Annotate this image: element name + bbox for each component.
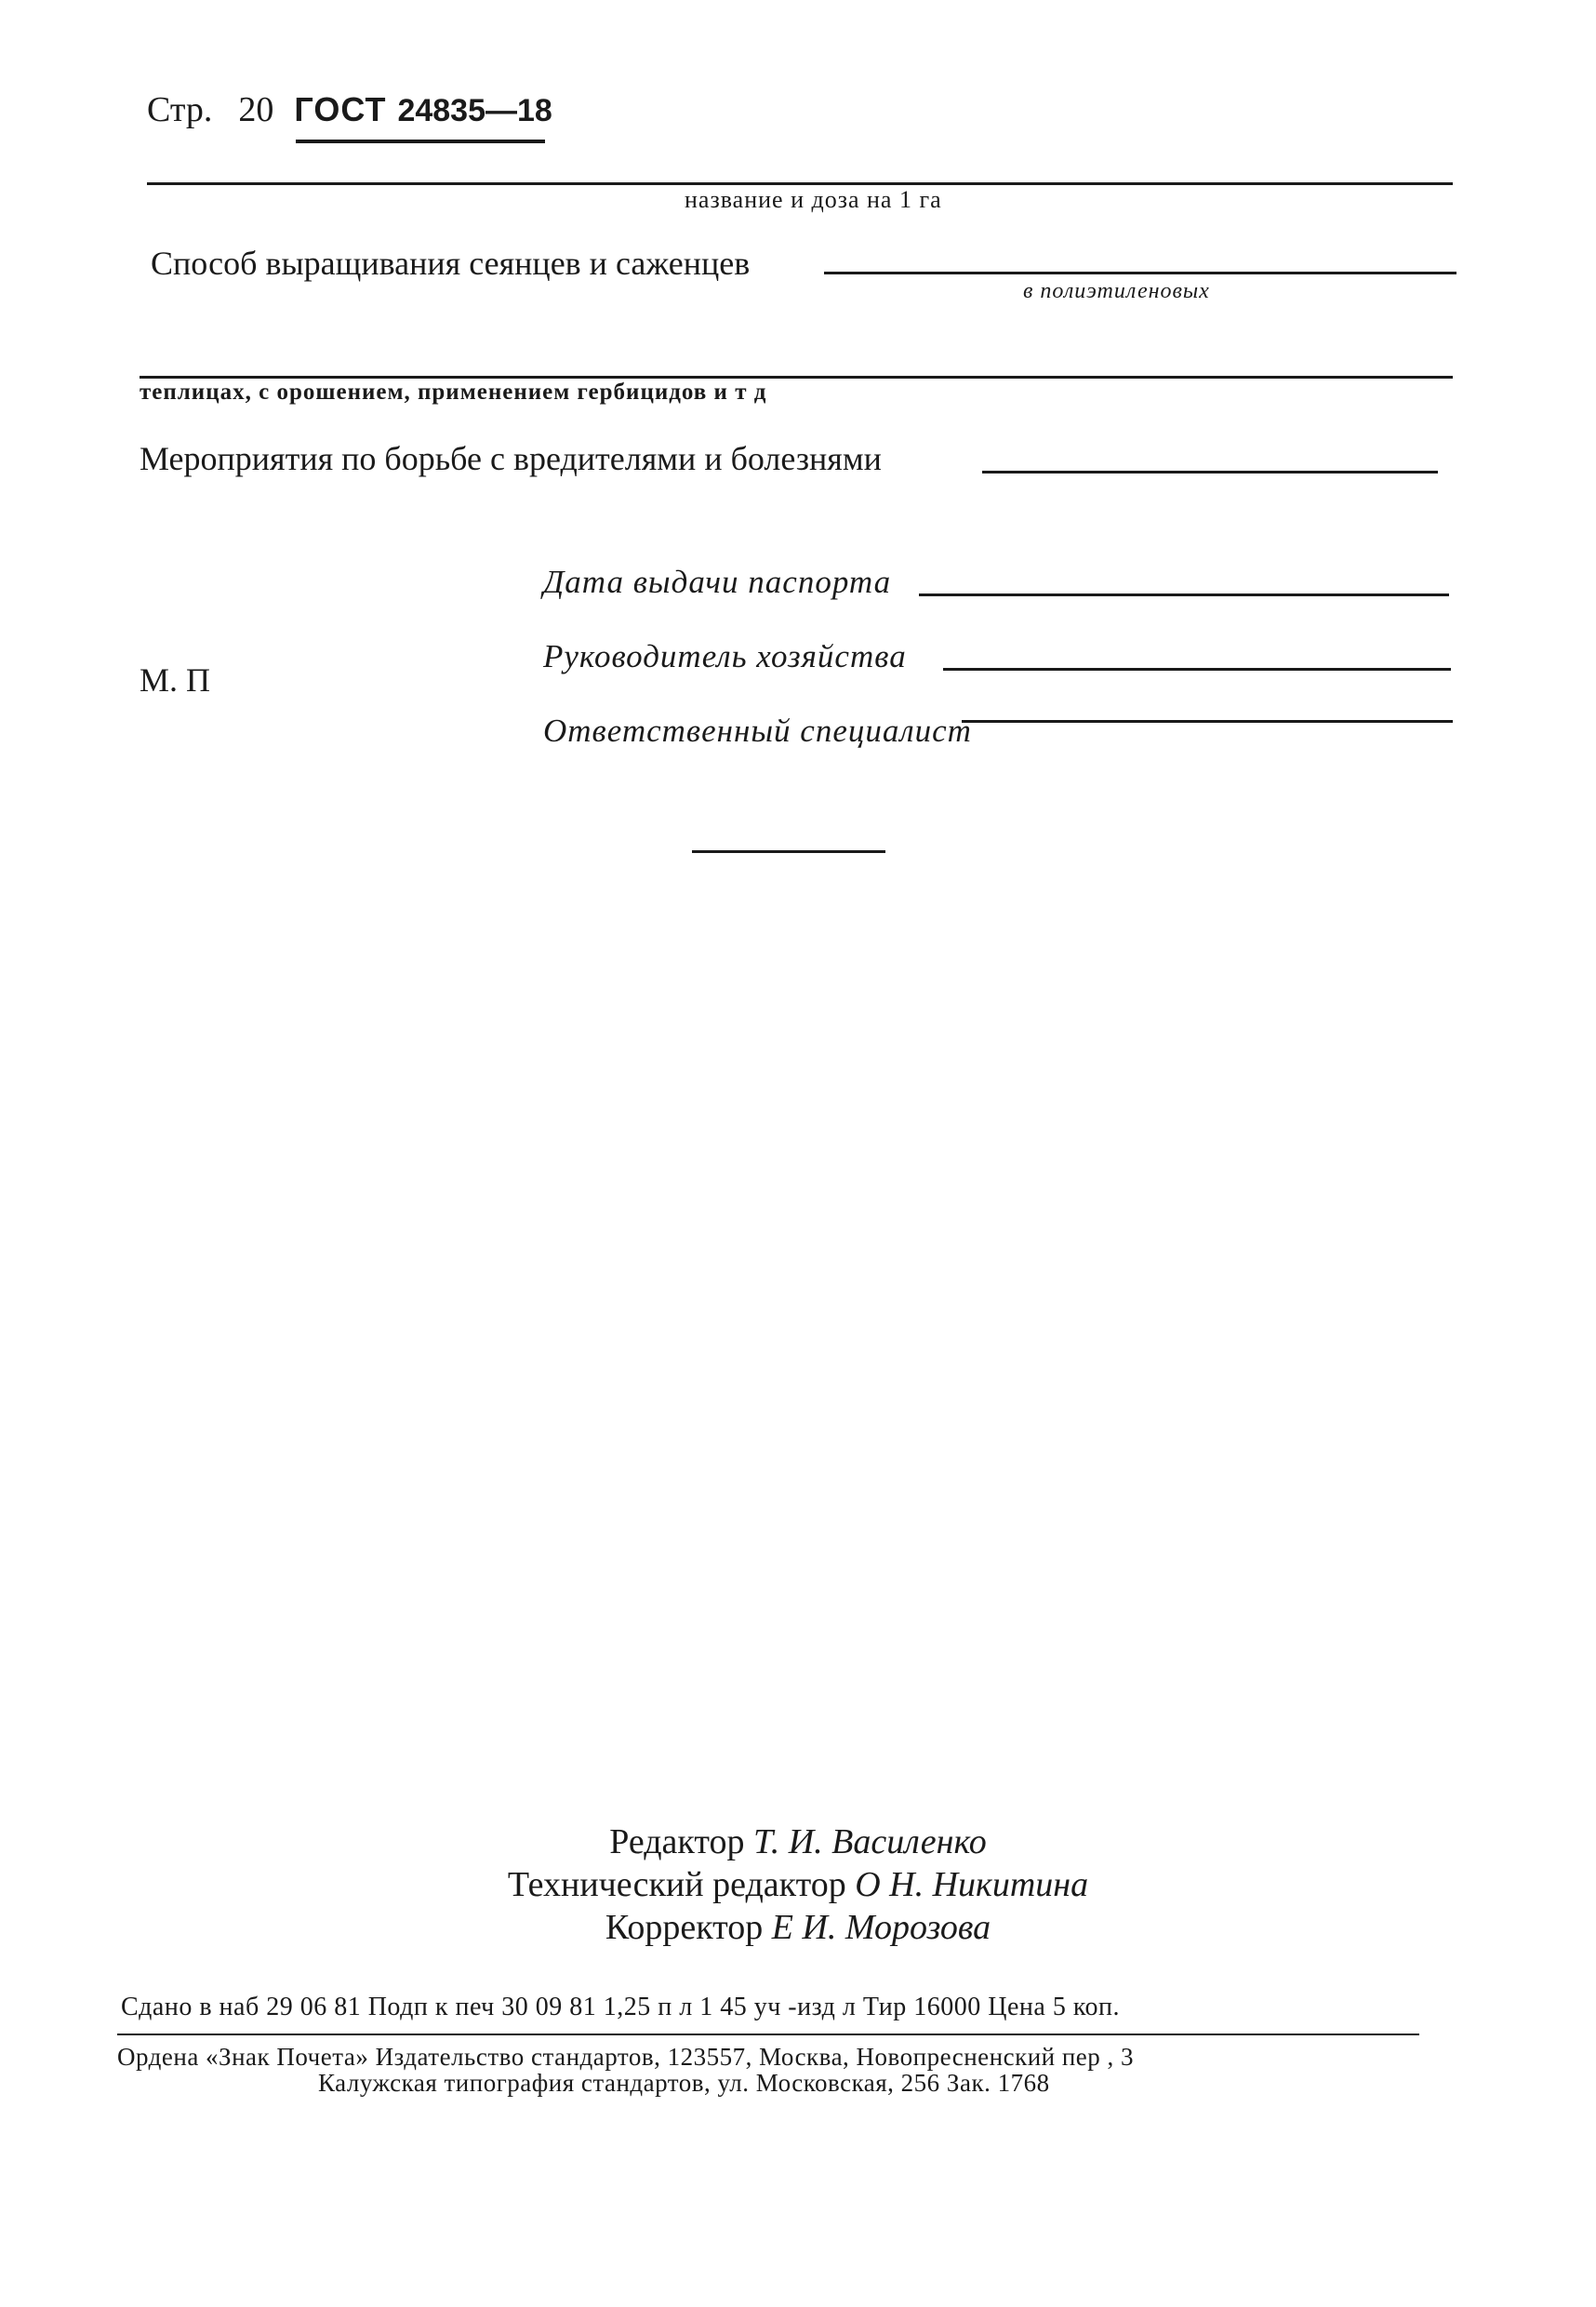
tech-editor-name: О Н. Никитина [855,1865,1089,1904]
proofreader-credit [0,1907,1596,1948]
publisher-info: Ордена «Знак Почета» Издательство стандартов, 123557, Москва, Новопресненский пер , 3 [117,2043,1135,2071]
growing-method-hint-cont: теплицах, с орошением, применением гербицидов и т д [140,380,767,405]
standard-code: 24835—18 [397,93,552,128]
proofreader-name: Е И. Морозова [771,1908,991,1947]
specialist-fill-line [962,720,1453,723]
tech-editor-role: Технический редактор [507,1865,846,1904]
standard-name: ГОСТ [294,90,387,128]
dose-fill-line [147,182,1453,185]
printer-info: Калужская типография стандартов, ул. Московская, 256 Зак. 1768 [318,2069,1050,2097]
growing-method-label: Способ выращивания сеянцев и саженцев [151,245,751,282]
growing-method-fill-line [824,272,1456,274]
pest-control-label: Мероприятия по борьбе с вредителями и болезнями [140,440,882,477]
issue-date-label: Дата выдачи паспорта [543,564,892,600]
tech-editor-credit [0,1864,1596,1905]
farm-head-fill-line [943,668,1451,671]
editor-name: Т. И. Василенко [752,1822,987,1861]
specialist-label: Ответственный специалист [543,713,972,749]
print-info: Сдано в наб 29 06 81 Подп к печ 30 09 81 1,25 п л 1 45 уч -изд л Тир 16000 Цена 5 коп. [121,1993,1120,2021]
page-header [147,89,552,130]
growing-method-hint: в полиэтиленовых [1023,279,1210,303]
farm-head-label: Руководитель хозяйства [543,638,907,674]
imprint-divider [117,2034,1419,2035]
seal-label: М. П [140,661,211,699]
editor-credit [0,1821,1596,1862]
proofreader-role: Корректор [605,1908,764,1947]
growing-method-fill-line-2 [140,376,1453,379]
page-label: Стр. [147,90,213,129]
header-underline [296,140,545,143]
page-number: 20 [238,90,274,129]
editor-role: Редактор [609,1822,745,1861]
issue-date-fill-line [919,593,1449,596]
section-separator [692,850,885,853]
pest-control-fill-line [982,471,1438,473]
dose-caption: название и доза на 1 га [685,186,942,213]
